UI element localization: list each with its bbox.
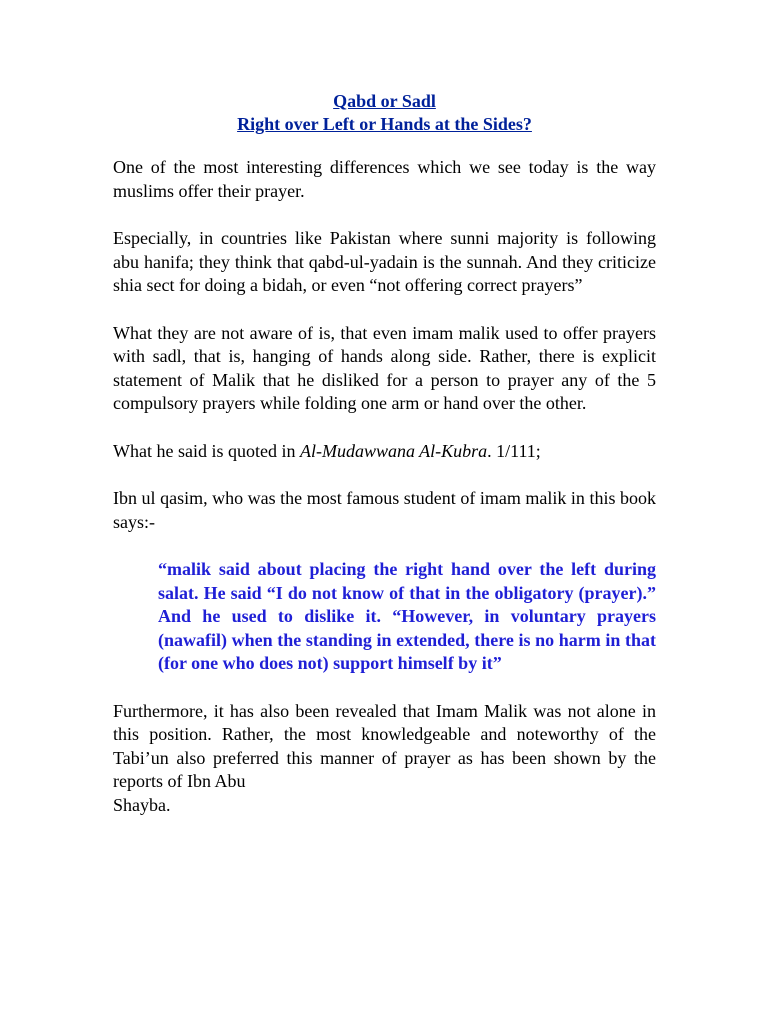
- document-subtitle: Right over Left or Hands at the Sides?: [237, 114, 532, 134]
- document-title: Qabd or Sadl: [333, 91, 436, 111]
- paragraph-ibn-qasim: Ibn ul qasim, who was the most famous student of imam malik in this book says:-: [113, 488, 656, 532]
- paragraph-intro: One of the most interesting differences which we see today is the way muslims offer their prayer.: [113, 157, 656, 201]
- paragraph-pakistan: Especially, in countries like Pakistan where sunni majority is following abu hanifa; they think that qabd-ul-yadain is the sunnah. And they criticize shia sect for doing a bidah, or even “not offering correct prayers”: [113, 228, 656, 295]
- source-prefix: What he said is quoted in: [113, 440, 300, 461]
- source-book-title: Al-Mudawwana Al-Kubra: [299, 440, 488, 461]
- paragraph-source: [113, 440, 656, 464]
- paragraph-furthermore: [113, 700, 656, 818]
- document-page: [113, 90, 656, 841]
- paragraph-malik-sadl: What they are not aware of is, that even imam malik used to offer prayers with sadl, that is, hanging of hands along side. Rather, there is explicit statement of Malik that he disliked for a person to prayer any of the 5 compulsory prayers while folding one arm or hand over the other.: [113, 322, 656, 413]
- paragraph-furthermore-text: Furthermore, it has also been revealed that Imam Malik was not alone in this position. Rather, the most knowledgeable and noteworthy of the Tabi’un also preferred this manner of prayer as has been shown by the reports of Ibn Abu: [113, 700, 656, 791]
- source-reference: . 1/111;: [487, 440, 541, 461]
- paragraph-furthermore-end: Shayba.: [113, 794, 171, 815]
- title-block: [113, 90, 656, 136]
- block-quote: “malik said about placing the right hand over the left during salat. He said “I do not know of that in the obligatory (prayer).” And he used to dislike it. “However, in voluntary prayers (nawafil) when the standing in extended, there is no harm in that (for one who does not) support himself by it”: [158, 559, 656, 673]
